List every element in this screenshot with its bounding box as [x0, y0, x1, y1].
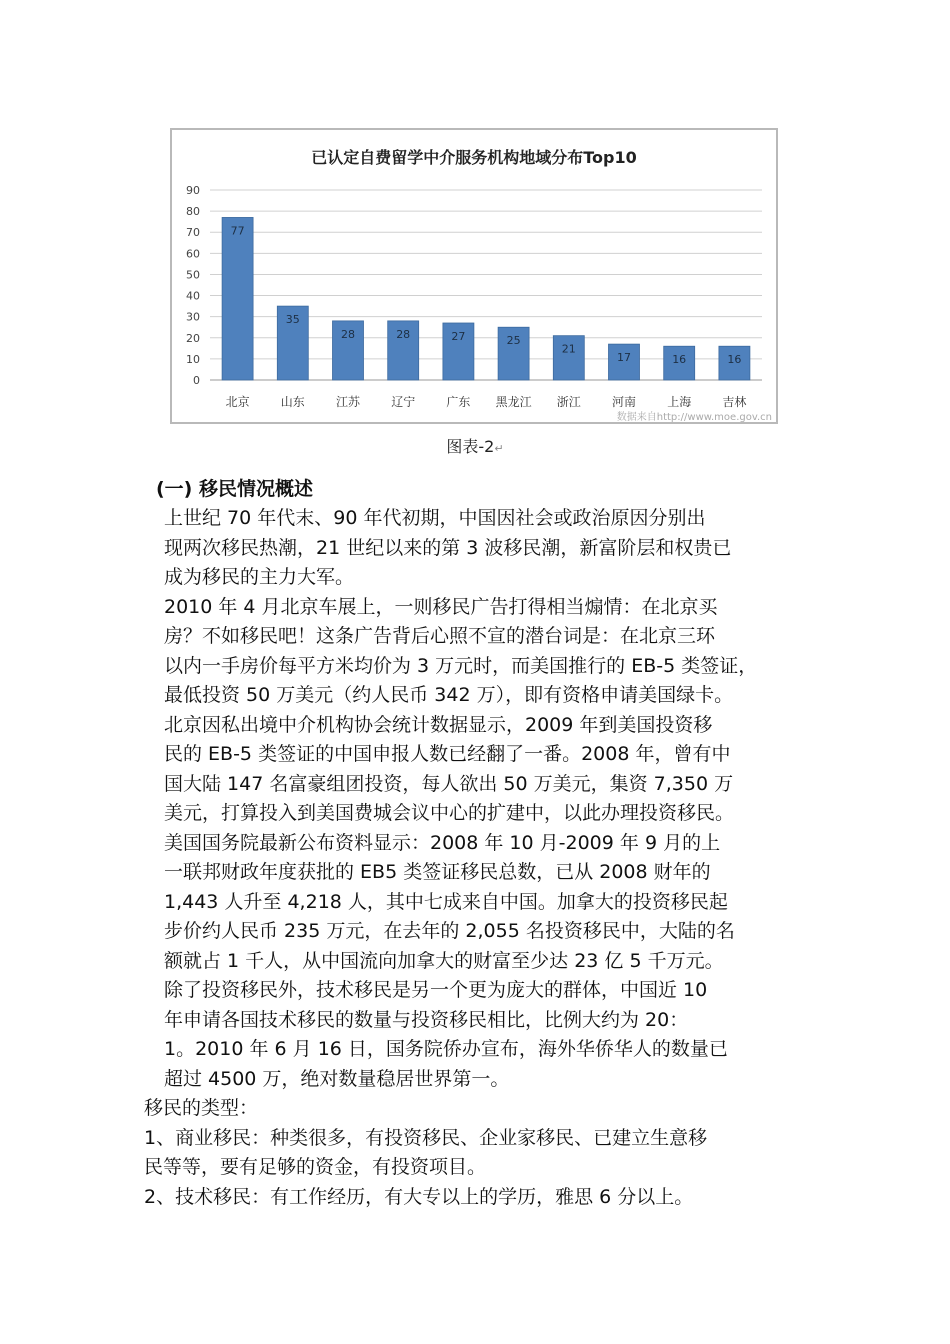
text-line: 移民的类型： [144, 1097, 259, 1119]
x-tick-label: 广东 [446, 395, 471, 409]
text-line: 2、技术移民：有工作经历，有大专以上的学历，雅思 6 分以上。 [144, 1185, 694, 1208]
text-line: 民等等，要有足够的资金，有投资项目。 [144, 1156, 487, 1178]
x-tick-label: 吉林 [722, 395, 747, 409]
x-tick-label: 北京 [225, 395, 250, 409]
bar-value-label: 17 [617, 351, 631, 365]
y-tick-label: 40 [186, 289, 200, 303]
y-tick-label: 30 [186, 310, 200, 324]
x-tick-label: 浙江 [556, 395, 581, 409]
text-line: 北京因私出境中介机构协会统计数据显示，2009 年到美国投资移 [164, 713, 713, 736]
paragraph [144, 976, 824, 1094]
text-line: 1、商业移民：种类很多，有投资移民、企业家移民、已建立生意移 [144, 1126, 708, 1149]
y-tick-label: 50 [186, 268, 200, 282]
article-body [144, 474, 824, 1212]
bar-value-label: 25 [506, 334, 521, 348]
paragraph [144, 711, 824, 829]
paragraph [144, 829, 824, 977]
text-line: 除了投资移民外，技术移民是另一个更为庞大的群体，中国近 10 [164, 979, 708, 1001]
text-line: 房？不如移民吧！这条广告背后心照不宣的潜台词是：在北京三环 [164, 625, 716, 647]
text-line: 现两次移民热潮，21 世纪以来的第 3 波移民潮，新富阶层和权贵已 [164, 536, 732, 559]
text-line: 超过 4500 万，绝对数量稳居世界第一。 [164, 1067, 510, 1090]
text-line: 1,443 人升至 4,218 人，其中七成来自中国。加拿大的投资移民起 [164, 890, 728, 913]
bar-value-label: 28 [396, 327, 411, 341]
paragraphs [144, 504, 824, 1212]
x-tick-label: 河南 [611, 395, 637, 409]
paragraph [144, 1183, 824, 1213]
paragraph [144, 504, 824, 593]
text-line: 2010 年 4 月北京车展上，一则移民广告打得相当煽情：在北京买 [164, 595, 718, 618]
y-tick-label: 0 [193, 374, 200, 387]
text-line: 国大陆 147 名富豪组团投资，每人欲出 50 万美元，集资 7,350 万 [164, 772, 734, 795]
text-line: 以内一手房价每平方米均价为 3 万元时，而美国推行的 EB-5 类签证， [164, 654, 758, 677]
figure-caption [0, 434, 950, 457]
bar-value-label: 28 [341, 327, 355, 341]
chart-canvas [172, 130, 776, 422]
bar-value-label: 27 [451, 330, 466, 343]
y-tick-label: 20 [186, 331, 200, 345]
y-tick-label: 70 [186, 226, 200, 240]
x-tick-label: 辽宁 [391, 395, 416, 409]
text-line: 年申请各国技术移民的数量与投资移民相比，比例大约为 20： [164, 1008, 689, 1031]
y-tick-label: 60 [186, 247, 200, 261]
x-tick-label: 黑龙江 [495, 395, 532, 409]
paragraph [144, 1124, 824, 1183]
text-line: 额就占 1 千人，从中国流向加拿大的财富至少达 23 亿 5 千万元。 [164, 949, 724, 972]
text-line: 1。2010 年 6 月 16 日，国务院侨办宣布，海外华侨华人的数量已 [164, 1038, 728, 1060]
bar-value-label: 35 [285, 313, 300, 327]
bar-chart [170, 128, 778, 424]
text-line: 美国国务院最新公布资料显示：2008 年 10 月-2009 年 9 月的上 [164, 831, 721, 854]
y-tick-label: 80 [186, 205, 200, 219]
bar [222, 217, 253, 380]
bar-value-label: 16 [672, 353, 687, 367]
source-note: 数据来自http://www.moe.gov.cn [616, 412, 772, 422]
section-heading: (一) 移民情况概述 [156, 478, 313, 500]
paragraph [144, 1094, 824, 1124]
text-line: 民的 EB-5 类签证的中国申报人数已经翻了一番。2008 年，曾有中 [164, 743, 731, 765]
x-tick-label: 山东 [280, 395, 305, 409]
text-line: 最低投资 50 万美元（约人民币 342 万），即有资格申请美国绿卡。 [164, 684, 734, 706]
text-line: 美元，打算投入到美国费城会议中心的扩建中，以此办理投资移民。 [164, 802, 735, 824]
caption-text: 图表-2 [446, 437, 495, 456]
bar-value-label: 77 [230, 224, 245, 238]
x-tick-label: 上海 [667, 395, 692, 409]
bar-value-label: 16 [727, 353, 742, 367]
bar-value-label: 21 [561, 342, 576, 356]
chart-title: 已认定自费留学中介服务机构地域分布Top10 [311, 148, 637, 167]
text-line: 上世纪 70 年代末、90 年代初期，中国因社会或政治原因分别出 [164, 507, 706, 529]
text-line: 一联邦财政年度获批的 EB5 类签证移民总数，已从 2008 财年的 [164, 861, 711, 883]
y-tick-label: 90 [186, 184, 200, 197]
x-tick-label: 江苏 [335, 395, 361, 409]
text-line: 成为移民的主力大军。 [164, 566, 355, 588]
text-line: 步价约人民币 235 万元，在去年的 2,055 名投资移民中，大陆的名 [164, 920, 735, 942]
paragraph-mark-icon: ↵ [494, 442, 504, 455]
paragraph [144, 593, 824, 711]
y-tick-label: 10 [186, 352, 200, 366]
